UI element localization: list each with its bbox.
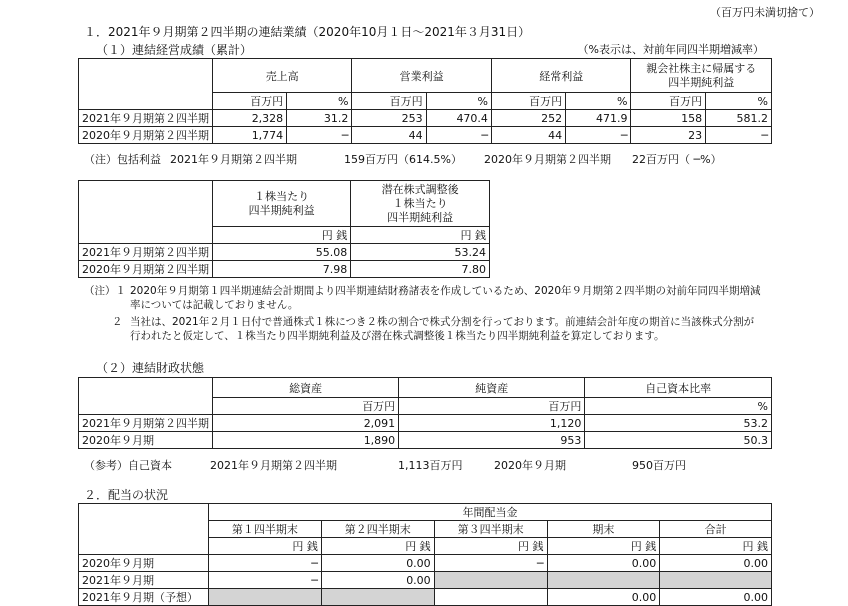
shaded-cell bbox=[660, 572, 772, 589]
shaded-cell bbox=[208, 589, 321, 606]
note1-label: （注）１ bbox=[84, 285, 126, 297]
table-cell: ─ bbox=[434, 555, 547, 572]
comprehensive-value1: 159百万円（614.5%） bbox=[344, 153, 462, 166]
equity-period1: 2021年９月期第２四半期 bbox=[210, 459, 337, 472]
unit-cell: 円 銭 bbox=[434, 538, 547, 555]
unit-cell: % bbox=[706, 93, 772, 110]
table-cell: 31.2 bbox=[287, 110, 352, 127]
table-cell: ─ bbox=[426, 127, 491, 144]
table-row bbox=[79, 415, 772, 432]
header-eps bbox=[213, 181, 351, 227]
comprehensive-period2: 2020年９月期第２四半期 bbox=[484, 153, 611, 166]
row-label: 2020年９月期 bbox=[79, 432, 213, 449]
unit-cell: 円 銭 bbox=[213, 227, 351, 244]
table-cell: 55.08 bbox=[213, 244, 351, 261]
row-label: 2021年９月期第２四半期 bbox=[79, 415, 213, 432]
header-total-assets: 総資産 bbox=[213, 378, 399, 398]
table-row bbox=[79, 127, 772, 144]
comprehensive-value2: 22百万円（ ─%） bbox=[632, 153, 722, 166]
table-cell: 953 bbox=[399, 432, 585, 449]
table-cell: 253 bbox=[352, 110, 426, 127]
header-q1: 第１四半期末 bbox=[208, 521, 321, 538]
header-eps-line2: 四半期純利益 bbox=[248, 203, 315, 217]
row-label: 2021年９月期 bbox=[79, 572, 209, 589]
table-cell: 1,890 bbox=[213, 432, 399, 449]
table-cell: 53.2 bbox=[585, 415, 772, 432]
header-blank bbox=[79, 59, 213, 93]
row-label: 2021年９月期第２四半期 bbox=[79, 244, 213, 261]
table-cell: 0.00 bbox=[660, 555, 772, 572]
unit-cell: 百万円 bbox=[213, 398, 399, 415]
header-blank bbox=[79, 504, 209, 521]
header-sales: 売上高 bbox=[213, 59, 352, 93]
sub2-title: （２）連結財政状態 bbox=[96, 361, 205, 375]
shaded-cell bbox=[547, 572, 660, 589]
sub1-note: （%表示は、対前年同四半期増減率） bbox=[577, 43, 764, 56]
table-cell: 44 bbox=[352, 127, 426, 144]
header-equity-ratio: 自己資本比率 bbox=[585, 378, 772, 398]
header-operating-profit: 営業利益 bbox=[352, 59, 492, 93]
table-cell: 50.3 bbox=[585, 432, 772, 449]
header-q3: 第３四半期末 bbox=[434, 521, 547, 538]
table-row bbox=[79, 261, 490, 278]
table-row bbox=[79, 110, 772, 127]
table-cell: 2,328 bbox=[213, 110, 287, 127]
table-cell: 158 bbox=[631, 110, 706, 127]
table-cell: 581.2 bbox=[706, 110, 772, 127]
table-cell: 23 bbox=[631, 127, 706, 144]
table-cell: ─ bbox=[208, 555, 321, 572]
note1-line2: 率については記載しておりません。 bbox=[130, 299, 299, 311]
shaded-cell bbox=[321, 589, 434, 606]
table-cell: 2,091 bbox=[213, 415, 399, 432]
unit-blank bbox=[79, 93, 213, 110]
note1-line1: 2020年９月期第１四半期連結会計期間より四半期連結財務諸表を作成しているため、2020年９月期第２四半期の対前年同四半期増減 bbox=[130, 285, 761, 297]
note2-line2: 行われたと仮定して、１株当たり四半期純利益及び潜在株式調整後１株当たり四半期純利益を算定しております。 bbox=[130, 330, 665, 342]
header-q2: 第２四半期末 bbox=[321, 521, 434, 538]
unit-blank bbox=[79, 398, 213, 415]
table-cell: 0.00 bbox=[321, 555, 434, 572]
table-cell: 471.9 bbox=[566, 110, 631, 127]
table-cell: 1,120 bbox=[399, 415, 585, 432]
table-row bbox=[79, 555, 772, 572]
table-cell: 0.00 bbox=[547, 589, 660, 606]
unit-cell: 百万円 bbox=[352, 93, 426, 110]
unit-cell: 百万円 bbox=[399, 398, 585, 415]
table-row bbox=[79, 432, 772, 449]
header-year-end: 期末 bbox=[547, 521, 660, 538]
unit-cell: % bbox=[426, 93, 491, 110]
header-annual-dividend: 年間配当金 bbox=[208, 504, 771, 521]
table-cell: 44 bbox=[491, 127, 565, 144]
table-cell: 7.80 bbox=[351, 261, 490, 278]
header-net-income-line2: 四半期純利益 bbox=[668, 75, 735, 89]
unit-cell: 円 銭 bbox=[321, 538, 434, 555]
row-label: 2020年９月期第２四半期 bbox=[79, 261, 213, 278]
equity-label: （参考）自己資本 bbox=[84, 459, 172, 472]
row-label: 2020年９月期第２四半期 bbox=[79, 127, 213, 144]
operating-results-table bbox=[78, 58, 772, 144]
unit-cell: 百万円 bbox=[491, 93, 565, 110]
table-cell: 53.24 bbox=[351, 244, 490, 261]
header-eps-line1: １株当たり bbox=[254, 189, 310, 203]
table-cell: 0.00 bbox=[321, 572, 434, 589]
note2-line1: 当社は、2021年２月１日付で普通株式１株につき２株の割合で株式分割を行っております。前連結会計年度の期首に当該株式分割が bbox=[130, 316, 755, 328]
unit-cell: % bbox=[566, 93, 631, 110]
table-row bbox=[79, 572, 772, 589]
shaded-cell bbox=[434, 572, 547, 589]
header-blank bbox=[79, 521, 209, 538]
note2-label: ２ bbox=[112, 316, 123, 328]
eps-table bbox=[78, 180, 490, 278]
unit-cell: 百万円 bbox=[213, 93, 287, 110]
unit-blank bbox=[79, 538, 209, 555]
header-ordinary-profit: 経常利益 bbox=[491, 59, 631, 93]
table-cell: 7.98 bbox=[213, 261, 351, 278]
header-diluted-eps-line1: 潜在株式調整後 bbox=[381, 182, 459, 196]
unit-cell: % bbox=[287, 93, 352, 110]
table-row bbox=[79, 589, 772, 606]
equity-value2: 950百万円 bbox=[632, 459, 686, 472]
table-cell bbox=[434, 589, 547, 606]
row-label: 2020年９月期 bbox=[79, 555, 209, 572]
row-label: 2021年９月期（予想） bbox=[79, 589, 209, 606]
unit-note: （百万円未満切捨て） bbox=[710, 6, 820, 19]
section1-title: １．2021年９月期第２四半期の連結業績（2020年10月１日～2021年３月31日） bbox=[84, 25, 531, 39]
header-net-income bbox=[631, 59, 772, 93]
row-label: 2021年９月期第２四半期 bbox=[79, 110, 213, 127]
header-net-income-line1: 親会社株主に帰属する bbox=[646, 61, 757, 75]
header-blank bbox=[79, 181, 213, 227]
table-cell: 470.4 bbox=[426, 110, 491, 127]
equity-value1: 1,113百万円 bbox=[398, 459, 463, 472]
equity-period2: 2020年９月期 bbox=[494, 459, 566, 472]
table-cell: ─ bbox=[706, 127, 772, 144]
header-total: 合計 bbox=[660, 521, 772, 538]
table-cell: ─ bbox=[566, 127, 631, 144]
financial-position-table bbox=[78, 377, 772, 449]
unit-cell: 円 銭 bbox=[660, 538, 772, 555]
header-net-assets: 純資産 bbox=[399, 378, 585, 398]
unit-blank bbox=[79, 227, 213, 244]
unit-cell: 円 銭 bbox=[351, 227, 490, 244]
table-cell: 0.00 bbox=[660, 589, 772, 606]
section2-title: ２．配当の状況 bbox=[84, 488, 169, 502]
table-cell: 0.00 bbox=[547, 555, 660, 572]
table-cell: 1,774 bbox=[213, 127, 287, 144]
header-diluted-eps-line2: １株当たり bbox=[392, 196, 448, 210]
unit-cell: 百万円 bbox=[631, 93, 706, 110]
unit-cell: 円 銭 bbox=[208, 538, 321, 555]
header-diluted-eps bbox=[351, 181, 490, 227]
table-cell: ─ bbox=[287, 127, 352, 144]
comprehensive-period1: 2021年９月期第２四半期 bbox=[170, 153, 297, 166]
unit-cell: 円 銭 bbox=[547, 538, 660, 555]
table-row bbox=[79, 244, 490, 261]
dividends-table bbox=[78, 503, 772, 606]
table-cell: ─ bbox=[208, 572, 321, 589]
unit-cell: % bbox=[585, 398, 772, 415]
sub1-title: （１）連結経営成績（累計） bbox=[96, 43, 253, 57]
table-cell: 252 bbox=[491, 110, 565, 127]
header-diluted-eps-line3: 四半期純利益 bbox=[387, 210, 454, 224]
header-blank bbox=[79, 378, 213, 398]
comprehensive-label: （注）包括利益 bbox=[84, 153, 161, 166]
